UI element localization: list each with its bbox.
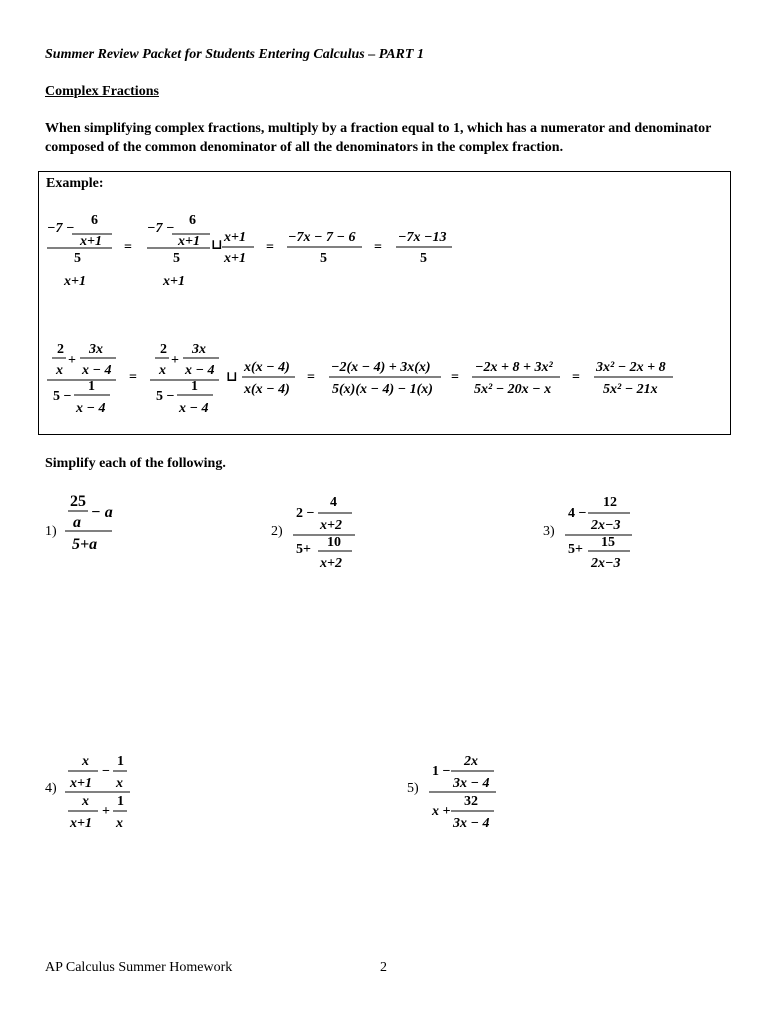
section-title: Complex Fractions [45, 84, 159, 99]
ex2-a-num-b: 3x [89, 342, 103, 357]
p5-label: 5) [407, 781, 419, 796]
p2-g-den: x+2 [320, 556, 342, 571]
ex1-mult-symbol: ⊔ [211, 238, 223, 253]
p3-den-left: 5+ [568, 542, 583, 557]
ex2-r1-den: 5(x)(x − 4) − 1(x) [332, 382, 433, 397]
p5-den-left: x + [432, 804, 451, 819]
example-label: Example: [46, 176, 104, 191]
page-header: Summer Review Packet for Students Entering Calculus – PART 1 [45, 47, 424, 62]
ex2-eq3: = [451, 370, 459, 385]
p2-g-num: 10 [327, 535, 341, 550]
ex2-d-num: 1 [191, 379, 198, 394]
p3-g-den: 2x−3 [591, 556, 621, 571]
p4-c-num: x [82, 794, 89, 809]
p2-f-den: x+2 [320, 518, 342, 533]
ex1-r2-den: 5 [420, 251, 427, 266]
p4-minus: − [102, 764, 110, 779]
ex1-eq3: = [374, 240, 382, 255]
problem-2 [271, 495, 355, 571]
ex1-t1-topleft: −7 − [47, 221, 75, 236]
p3-f-den: 2x−3 [591, 518, 621, 533]
ex1-r2-num: −7x −13 [398, 230, 447, 245]
ex2-a-num-a: 2 [57, 342, 64, 357]
example2 [47, 342, 673, 416]
ex1-eq1: = [124, 240, 132, 255]
p1-label: 1) [45, 524, 57, 539]
intro-paragraph: When simplifying complex fractions, multiply by a fraction equal to 1, which has a numerator and denominator composed of the common denominator of all the denominators in the complex fraction. [45, 121, 712, 155]
ex1-t1-topden: x+1 [80, 234, 102, 249]
ex2-plus-a: + [68, 353, 76, 368]
ex2-r3-num: 3x² − 2x + 8 [596, 360, 666, 375]
p2-den-left: 5+ [296, 542, 311, 557]
ex1-t1-topnum: 6 [91, 213, 98, 228]
p4-a-num: x [82, 754, 89, 769]
ex2-r1-num: −2(x − 4) + 3x(x) [331, 360, 431, 375]
p4-label: 4) [45, 781, 57, 796]
ex1-r1-num: −7x − 7 − 6 [288, 230, 356, 245]
ex2-d-den: x − 4 [179, 401, 209, 416]
ex2-r3-den: 5x² − 21x [603, 382, 658, 397]
ex2-d-left: 5 − [156, 389, 175, 404]
p5-g-den: 3x − 4 [453, 816, 490, 831]
ex2-mult-den: x(x − 4) [244, 382, 290, 397]
p2-label: 2) [271, 524, 283, 539]
problem-5 [407, 754, 496, 831]
ex2-mult-symbol: ⊔ [226, 370, 238, 385]
ex2-c-den-a: x [159, 363, 166, 378]
footer-page-number: 2 [380, 960, 387, 975]
ex1-mult-den: x+1 [224, 251, 246, 266]
ex2-eq2: = [307, 370, 315, 385]
p1-den: 5+a [72, 536, 98, 553]
p1-minus-a: − a [91, 504, 113, 521]
ex2-eq4: = [572, 370, 580, 385]
p3-f-num: 12 [603, 495, 617, 510]
ex1-eq2: = [266, 240, 274, 255]
ex2-b-num: 1 [88, 379, 95, 394]
ex1-t2-topleft: −7 − [147, 221, 175, 236]
ex2-mult-num: x(x − 4) [244, 360, 290, 375]
p4-a-den: x+1 [70, 776, 92, 791]
example1 [47, 213, 452, 289]
ex2-a-den-a: x [56, 363, 63, 378]
ex2-r2-num: −2x + 8 + 3x² [475, 360, 553, 375]
p1-num-bot: a [73, 514, 81, 531]
p4-d-num: 1 [117, 794, 124, 809]
p4-c-den: x+1 [70, 816, 92, 831]
p5-g-num: 32 [464, 794, 478, 809]
p2-f-num: 4 [330, 495, 337, 510]
ex1-mult-num: x+1 [224, 230, 246, 245]
p4-b-den: x [116, 776, 123, 791]
ex1-t2-topnum: 6 [189, 213, 196, 228]
p3-label: 3) [543, 524, 555, 539]
p5-f-num: 2x [464, 754, 478, 769]
ex2-c-num-a: 2 [160, 342, 167, 357]
p3-left: 4 − [568, 506, 587, 521]
p3-g-num: 15 [601, 535, 615, 550]
ex1-t1-den: 5 [74, 251, 81, 266]
ex2-r2-den: 5x² − 20x − x [474, 382, 552, 397]
problem-1 [45, 493, 113, 553]
ex1-t2-den2: x+1 [163, 274, 185, 289]
ex2-a-den-b: x − 4 [82, 363, 112, 378]
ex2-b-left: 5 − [53, 389, 72, 404]
p5-f-den: 3x − 4 [453, 776, 490, 791]
ex2-c-num-b: 3x [192, 342, 206, 357]
ex1-t2-den: 5 [173, 251, 180, 266]
p5-left: 1 − [432, 764, 451, 779]
p1-num-top: 25 [70, 493, 86, 510]
problem-3 [543, 495, 632, 571]
p4-plus: + [102, 804, 110, 819]
problem-4 [45, 754, 130, 831]
p4-d-den: x [116, 816, 123, 831]
ex2-c-den-b: x − 4 [185, 363, 215, 378]
ex1-r1-den: 5 [320, 251, 327, 266]
ex2-eq1: = [129, 370, 137, 385]
ex1-t1-den2: x+1 [64, 274, 86, 289]
ex2-plus-c: + [171, 353, 179, 368]
ex1-t2-topden: x+1 [178, 234, 200, 249]
simplify-instruction: Simplify each of the following. [45, 456, 226, 471]
p4-b-num: 1 [117, 754, 124, 769]
footer-course: AP Calculus Summer Homework [45, 960, 233, 975]
ex2-b-den: x − 4 [76, 401, 106, 416]
p2-left: 2 − [296, 506, 315, 521]
